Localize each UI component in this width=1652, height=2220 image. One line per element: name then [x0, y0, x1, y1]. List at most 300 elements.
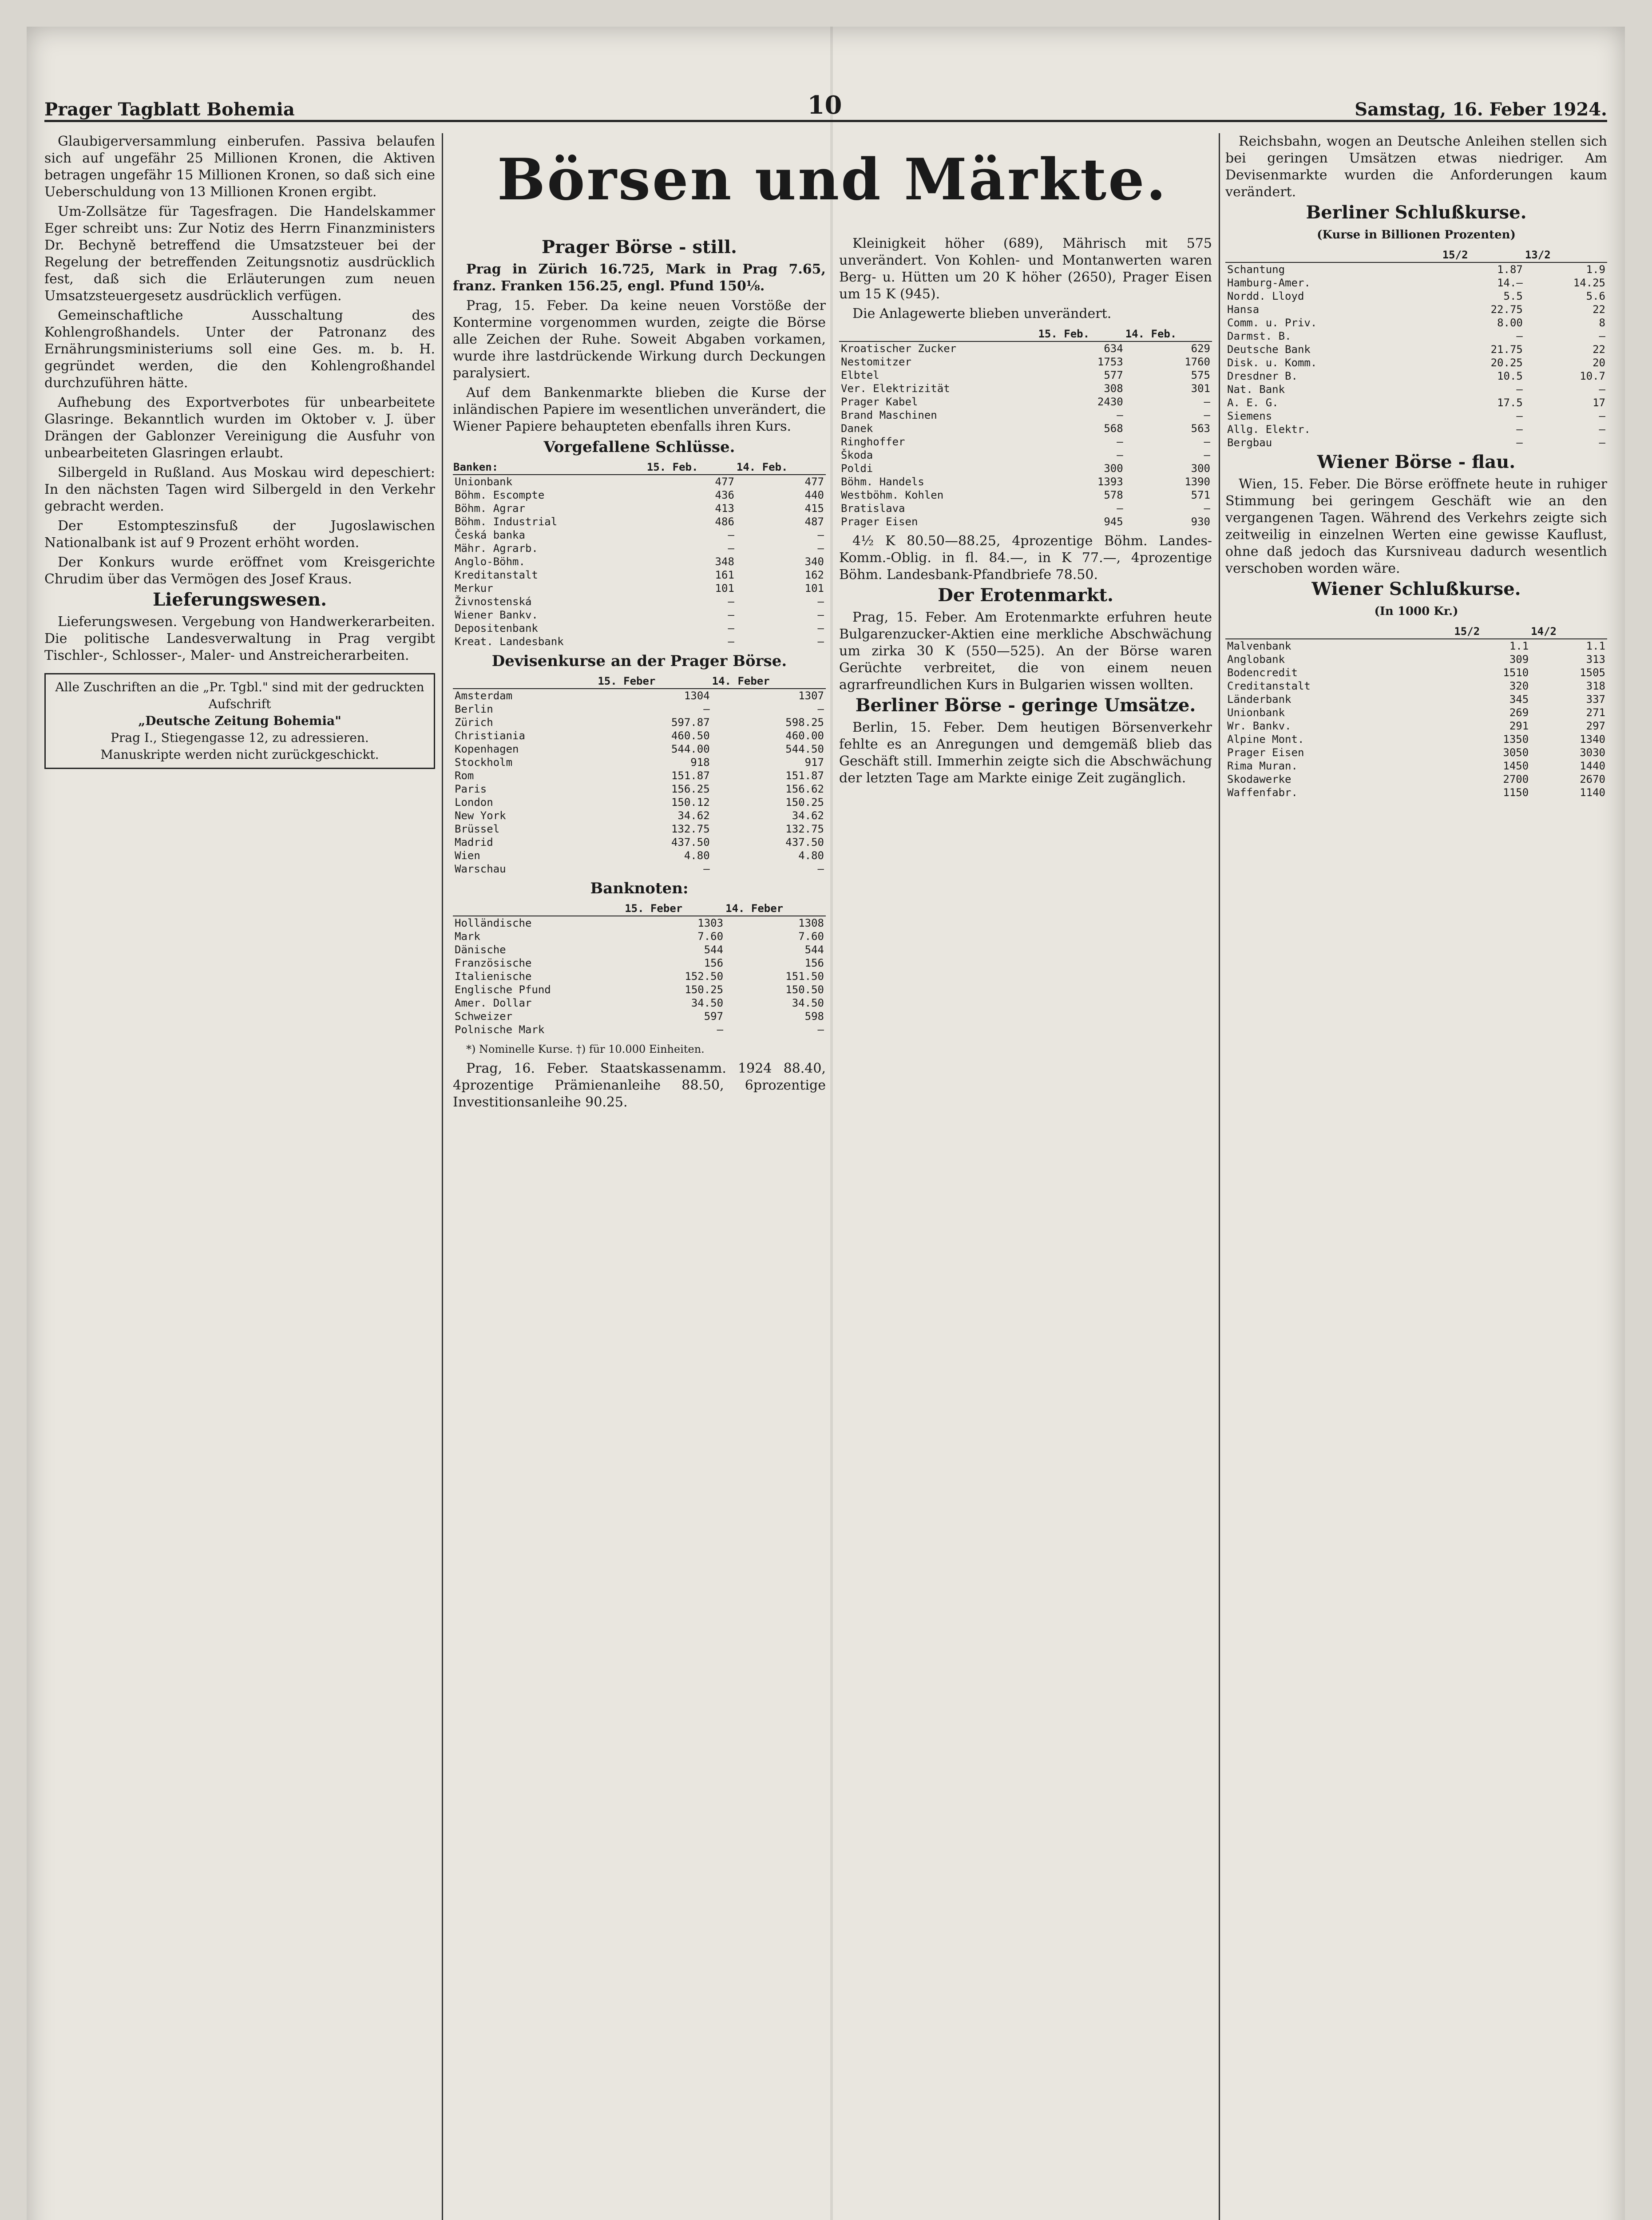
table-cell: 14.25 [1573, 277, 1605, 289]
table-cell: Hamburg-Amer. [1227, 277, 1311, 289]
table-cell: 440 [804, 489, 824, 501]
table-row [453, 515, 826, 528]
table-cell: Polnische Mark [455, 1023, 545, 1036]
table-cell: 460.50 [671, 729, 710, 742]
table-cell: 308 [1104, 382, 1123, 395]
table-cell: 437.50 [785, 836, 824, 848]
paragraph: Gemeinschaftliche Ausschaltung des Kohlengroßhandels. Unter der Patronanz des Ernährungsministeriums soll eine Ges. m. b. H. gegründet werden, die den Kohlengroßhandel durchzuführen hätte. [44, 308, 435, 391]
table-row [453, 756, 826, 769]
table-cell: Disk. u. Komm. [1227, 357, 1317, 369]
table-cell: 7.60 [798, 930, 824, 943]
table-cell: Christiania [455, 729, 525, 742]
table-cell: 1450 [1503, 760, 1529, 772]
subheading: Banknoten: [590, 880, 689, 897]
table-row [453, 702, 826, 716]
table-cell: 348 [715, 555, 734, 568]
table-row [1225, 303, 1607, 316]
table-cell: — [728, 595, 734, 608]
table-cell: 629 [1191, 342, 1210, 355]
exchange-table [453, 674, 826, 876]
table-row [453, 996, 826, 1010]
section-heading: Wiener Börse - flau. [1317, 452, 1516, 472]
table-row [453, 729, 826, 742]
table-cell: 577 [1104, 369, 1123, 381]
table-cell: 34.50 [691, 997, 724, 1009]
table-cell: 151.50 [785, 970, 824, 983]
table-cell: — [1599, 330, 1605, 342]
table-cell: Poldi [841, 462, 873, 475]
table-cell: 150.12 [671, 796, 710, 809]
table-cell: Brüssel [455, 823, 500, 835]
table-row [839, 475, 1212, 488]
table-row [1225, 383, 1607, 396]
table-cell: — [817, 542, 824, 555]
table-cell: Ver. Elektrizität [841, 382, 950, 395]
column-header: 15. Feb. [646, 460, 736, 475]
table-row [453, 822, 826, 836]
table-cell: 437.50 [671, 836, 710, 848]
table-cell: New York [455, 809, 506, 822]
banknote-table [453, 901, 826, 1036]
column-header: 15. Feber [597, 674, 711, 689]
table-cell: 161 [715, 569, 734, 581]
table-row [1225, 329, 1607, 343]
table-cell: Rima Muran. [1227, 760, 1298, 772]
table-cell: 34.62 [792, 809, 824, 822]
table-cell: — [1599, 410, 1605, 422]
table-row [453, 782, 826, 796]
table-cell: Skodawerke [1227, 773, 1291, 785]
table-cell: 271 [1586, 706, 1605, 719]
table-row [453, 983, 826, 996]
table-cell: 4.80 [798, 849, 824, 862]
column-header: 15. Feb. [1038, 327, 1125, 341]
table-cell: — [1117, 502, 1123, 515]
table-cell: 156 [804, 957, 824, 969]
table-cell: Mähr. Agrarb. [455, 542, 538, 555]
table-cell: — [1599, 436, 1605, 449]
table-cell: 415 [804, 502, 824, 515]
table-cell: Holländische [455, 917, 532, 929]
table-row [453, 956, 826, 970]
table-row [839, 462, 1212, 475]
table-row [1225, 409, 1607, 423]
table-cell: 22 [1593, 343, 1605, 356]
table-cell: Stockholm [455, 756, 513, 769]
table-row [1225, 653, 1607, 666]
table-cell: Deutsche Bank [1227, 343, 1311, 356]
table-cell: Böhm. Handels [841, 476, 924, 488]
table-cell: Berlin [455, 703, 493, 715]
table-cell: — [703, 703, 710, 715]
table-cell: Bergbau [1227, 436, 1272, 449]
table-cell: 568 [1104, 422, 1123, 435]
masthead-title: Prager Tagblatt Bohemia [44, 99, 295, 120]
table-cell: Malvenbank [1227, 640, 1291, 652]
table-row [1225, 786, 1607, 799]
table-cell: — [1204, 502, 1210, 515]
table-cell: 544.00 [671, 743, 710, 755]
table-cell: 132.75 [785, 823, 824, 835]
table-cell: 132.75 [671, 823, 710, 835]
column-header: 14. Feber [712, 674, 826, 689]
paragraph: Prag, 15. Feber. Da keine neuen Vorstöße der Kontermine vorgenommen wurden, zeigte die Börse alle Zeichen der Ruhe. Soweit Abgaben vorkamen, wurde ihre lastdrückende Wirkung durch Deckungen paralysiert. [453, 298, 826, 381]
column-2 [453, 235, 826, 2220]
table-row [453, 1010, 826, 1023]
table-row [839, 488, 1212, 502]
table-row [453, 769, 826, 782]
table-cell: Kroatischer Zucker [841, 342, 957, 355]
table-cell: 150.25 [685, 983, 724, 996]
table-row [1225, 423, 1607, 436]
column-header [453, 901, 624, 916]
table-cell: — [817, 1023, 824, 1036]
column-header [453, 674, 597, 689]
table-row [453, 742, 826, 756]
paragraph: Auf dem Bankenmarkte blieben die Kurse der inländischen Papiere im wesentlichen unverändert, die Wiener Papiere behaupteten ebenfalls ihren Kurs. [453, 385, 826, 434]
table-cell: 150.25 [785, 796, 824, 809]
column-header: 14. Feb. [1125, 327, 1212, 341]
table-cell: 2670 [1580, 773, 1605, 785]
table-cell: 291 [1509, 720, 1529, 732]
table-cell: — [817, 635, 824, 648]
table-cell: 1307 [798, 690, 824, 702]
table-cell: Prager Kabel [841, 396, 918, 408]
table-cell: Alpine Mont. [1227, 733, 1304, 745]
paragraph: Silbergeld in Rußland. Aus Moskau wird depeschiert: In den nächsten Tagen wird Silbergeld in den Verkehr gebracht werden. [44, 465, 435, 514]
table-cell: 156.25 [671, 783, 710, 795]
table-cell: Anglobank [1227, 653, 1285, 666]
table-cell: 313 [1586, 653, 1605, 666]
table-cell: Böhm. Agrar [455, 502, 525, 515]
table-cell: 162 [804, 569, 824, 581]
table-cell: 1340 [1580, 733, 1605, 745]
table-cell: Bodencredit [1227, 666, 1298, 679]
table-row [453, 528, 826, 542]
table-cell: — [1117, 409, 1123, 421]
table-cell: 1505 [1580, 666, 1605, 679]
table-cell: 150.50 [785, 983, 824, 996]
table-cell: 918 [690, 756, 710, 769]
table-cell: 7.60 [697, 930, 724, 943]
table-row [1225, 693, 1607, 706]
table-cell: Kreditanstalt [455, 569, 538, 581]
table-cell: 544.50 [785, 743, 824, 755]
table-row [1225, 746, 1607, 759]
table-cell: Paris [455, 783, 487, 795]
table-cell: Amsterdam [455, 690, 513, 702]
table-row [839, 435, 1212, 448]
table-cell: 575 [1191, 369, 1210, 381]
column-header: 14/2 [1530, 624, 1607, 639]
table-cell: Siemens [1227, 410, 1272, 422]
table-row [453, 542, 826, 555]
table-cell: 1753 [1097, 356, 1123, 368]
table-cell: Warschau [455, 863, 506, 875]
table-row [453, 635, 826, 648]
table-cell: 597.87 [671, 716, 710, 729]
table-cell: 156.62 [785, 783, 824, 795]
table-cell: Dänische [455, 944, 506, 956]
table-cell: — [1117, 436, 1123, 448]
table-row [1225, 679, 1607, 693]
table-cell: Nat. Bank [1227, 383, 1285, 396]
table-cell: Unionbank [455, 476, 513, 488]
table-cell: 487 [804, 515, 824, 528]
table-cell: 544 [704, 944, 724, 956]
table-cell: — [1516, 383, 1523, 396]
column-3 [839, 235, 1212, 2220]
table-row [1225, 773, 1607, 786]
table-note: *) Nominelle Kurse. †) für 10.000 Einheiten. [466, 1043, 705, 1055]
table-cell: 1304 [684, 690, 710, 702]
table-cell: Amer. Dollar [455, 997, 532, 1009]
table-row [453, 608, 826, 622]
stock-table [1225, 248, 1607, 449]
paragraph: Kleinigkeit höher (689), Mährisch mit 575 unverändert. Von Kohlen- und Montanwerten waren Berg- u. Hütten um 20 K höher (2650), Prager Eisen um 15 K (945). [839, 236, 1212, 302]
table-cell: 152.50 [685, 970, 724, 983]
table-row [1225, 759, 1607, 773]
table-row [453, 595, 826, 608]
table-cell: — [1516, 330, 1523, 342]
table-cell: 1.1 [1586, 640, 1605, 652]
table-cell: 301 [1191, 382, 1210, 395]
table-cell: 1510 [1503, 666, 1529, 679]
notice-line: Manuskripte werden nicht zurückgeschickt. [100, 747, 379, 762]
notice-box [44, 673, 435, 769]
table-cell: Länderbank [1227, 693, 1291, 706]
column-rule [442, 133, 443, 2220]
table-row [453, 796, 826, 809]
table-row [1225, 396, 1607, 409]
table-cell: 5.5 [1503, 290, 1523, 302]
table-cell: 930 [1191, 515, 1210, 528]
table-row [839, 395, 1212, 408]
table-cell: 477 [804, 476, 824, 488]
table-cell: 300 [1104, 462, 1123, 475]
table-row [1225, 666, 1607, 679]
table-cell: — [1599, 383, 1605, 396]
table-cell: 1350 [1503, 733, 1529, 745]
table-cell: Škoda [841, 449, 873, 461]
table-row [453, 502, 826, 515]
table-header-row [453, 460, 826, 475]
column-header: Banken: [453, 460, 646, 475]
table-cell: 2430 [1097, 396, 1123, 408]
table-cell: Kreat. Landesbank [455, 635, 564, 648]
table-cell: 5.6 [1586, 290, 1605, 302]
table-cell: 337 [1586, 693, 1605, 706]
table-cell: 1.1 [1509, 640, 1529, 652]
table-cell: — [1204, 449, 1210, 461]
stock-table [453, 460, 826, 648]
table-cell: Česká banka [455, 529, 525, 541]
table-row [453, 716, 826, 729]
table-cell: 4.80 [684, 849, 710, 862]
table-cell: 309 [1509, 653, 1529, 666]
table-cell: Brand Maschinen [841, 409, 937, 421]
table-row [839, 502, 1212, 515]
table-row [1225, 733, 1607, 746]
table-row [1225, 262, 1607, 276]
column-rule [1219, 133, 1220, 2220]
table-row [1225, 316, 1607, 329]
table-row [839, 448, 1212, 462]
table-cell: 151.87 [785, 769, 824, 782]
table-row [839, 515, 1212, 528]
table-cell: Darmst. B. [1227, 330, 1291, 342]
subheading: (Kurse in Billionen Prozenten) [1317, 228, 1516, 242]
column-header: 15. Feber [624, 901, 725, 916]
table-cell: 17 [1593, 396, 1605, 409]
table-cell: Dresdner B. [1227, 370, 1298, 382]
table-cell: Allg. Elektr. [1227, 423, 1311, 436]
table-row [839, 369, 1212, 382]
table-cell: 10.7 [1580, 370, 1605, 382]
table-cell: 20.25 [1490, 357, 1523, 369]
table-cell: Unionbank [1227, 706, 1285, 719]
table-cell: — [817, 595, 824, 608]
table-cell: 2700 [1503, 773, 1529, 785]
table-header-row [453, 674, 826, 689]
stock-table [1225, 624, 1607, 799]
table-cell: 156 [704, 957, 724, 969]
table-cell: 34.62 [677, 809, 710, 822]
table-cell: Depositenbank [455, 622, 538, 634]
paragraph: Aufhebung des Exportverbotes für unbearbeitete Glasringe. Bekanntlich wurden im Oktober v. J. über Drängen der Gablonzer Vereinigung die Ausfuhr von unbearbeiteten Glasringen erlaubt. [44, 395, 435, 461]
table-row [1225, 369, 1607, 383]
table-cell: 340 [804, 555, 824, 568]
section-heading: Berliner Schlußkurse. [1306, 202, 1527, 223]
table-cell: 486 [715, 515, 734, 528]
table-cell: Živnostenská [455, 595, 532, 608]
table-row [453, 916, 826, 930]
table-row [453, 555, 826, 568]
table-cell: Nestomitzer [841, 356, 911, 368]
table-cell: — [817, 622, 824, 634]
table-header-row [453, 901, 826, 916]
table-header-row [1225, 248, 1607, 262]
table-cell: Französische [455, 957, 532, 969]
table-cell: — [1117, 449, 1123, 461]
stock-table [839, 327, 1212, 528]
table-cell: 598 [804, 1010, 824, 1023]
table-cell: 22.75 [1490, 303, 1523, 316]
table-cell: 10.5 [1497, 370, 1523, 382]
table-cell: Madrid [455, 836, 493, 848]
table-row [453, 582, 826, 595]
table-cell: 1393 [1097, 476, 1123, 488]
table-cell: — [1516, 423, 1523, 436]
table-row [453, 622, 826, 635]
table-row [453, 862, 826, 876]
masthead [44, 93, 1607, 122]
table-row [453, 849, 826, 862]
table-row [453, 568, 826, 582]
table-cell: Wr. Bankv. [1227, 720, 1291, 732]
newspaper-page [27, 27, 1625, 2220]
table-cell: 8.00 [1497, 317, 1523, 329]
table-cell: A. E. G. [1227, 396, 1279, 409]
table-cell: Zürich [455, 716, 493, 729]
table-row [1225, 639, 1607, 653]
table-cell: 3030 [1580, 746, 1605, 759]
table-cell: 14.— [1497, 277, 1523, 289]
column-4 [1225, 133, 1607, 2220]
table-cell: 320 [1509, 680, 1529, 692]
table-cell: — [1516, 410, 1523, 422]
table-row [839, 422, 1212, 435]
column-header [1225, 248, 1442, 262]
table-row [839, 408, 1212, 422]
table-cell: — [717, 1023, 724, 1036]
table-cell: 1.87 [1497, 263, 1523, 276]
table-cell: 151.87 [671, 769, 710, 782]
table-cell: 1.9 [1586, 263, 1605, 276]
table-cell: 17.5 [1497, 396, 1523, 409]
table-cell: Prager Eisen [1227, 746, 1304, 759]
page-fold [830, 27, 833, 2220]
table-row [839, 382, 1212, 395]
paragraph: Glaubigerversammlung einberufen. Passiva belaufen sich auf ungefähr 25 Millionen Kronen, die Aktiven betragen ungefähr 15 Millionen Kronen, so daß sich eine Ueberschuldung von 13 Millionen Kronen ergibt. [44, 134, 435, 200]
table-cell: Prager Eisen [841, 515, 918, 528]
table-cell: 1440 [1580, 760, 1605, 772]
table-cell: Westböhm. Kohlen [841, 489, 944, 501]
table-cell: Kopenhagen [455, 743, 519, 755]
table-cell: — [1516, 436, 1523, 449]
paragraph: Prag, 16. Feber. Staatskassenamm. 1924 88.40, 4prozentige Prämienanleihe 88.50, 6prozentige Investitionsanleihe 90.25. [453, 1061, 826, 1110]
table-cell: 1390 [1185, 476, 1210, 488]
section-heading: Lieferungswesen. [152, 589, 327, 610]
table-cell: Schantung [1227, 263, 1285, 276]
table-row [453, 1023, 826, 1036]
table-cell: Bratislava [841, 502, 905, 515]
table-cell: 300 [1191, 462, 1210, 475]
table-cell: Rom [455, 769, 474, 782]
table-cell: 1150 [1503, 786, 1529, 799]
table-row [453, 475, 826, 488]
table-cell: 460.00 [785, 729, 824, 742]
subheading: Devisenkurse an der Prager Börse. [491, 652, 787, 670]
table-cell: Mark [455, 930, 480, 943]
table-row [1225, 343, 1607, 356]
table-cell: — [728, 529, 734, 541]
table-cell: 578 [1104, 489, 1123, 501]
table-cell: Böhm. Escompte [455, 489, 545, 501]
section-heading: Wiener Schlußkurse. [1311, 579, 1521, 599]
paragraph: Um-Zollsätze für Tagesfragen. Die Handelskammer Eger schreibt uns: Zur Notiz des Herrn Finanzministers Dr. Bechyně betreffend die Umsatzsteuer bei der Regelung der betreffenden Zeitungsnotiz ausdrücklich fest, daß sich die Erläuterungen zum neuen Umsatzsteuergesetz ausdrücklich verfügen. [44, 204, 435, 304]
table-row [453, 930, 826, 943]
masthead-date: Samstag, 16. Feber 1924. [1355, 99, 1607, 120]
table-row [839, 341, 1212, 355]
table-cell: 34.50 [792, 997, 824, 1009]
notice-line: Prag I., Stiegengasse 12, zu adressieren. [111, 730, 369, 745]
subheading: Vorgefallene Schlüsse. [543, 438, 735, 456]
table-cell: 945 [1104, 515, 1123, 528]
table-cell: Danek [841, 422, 873, 435]
subheading: (In 1000 Kr.) [1374, 605, 1458, 618]
table-cell: — [817, 609, 824, 621]
paragraph: Der Konkurs wurde eröffnet vom Kreisgerichte Chrudim über das Vermögen des Josef Kraus. [44, 555, 435, 587]
table-cell: Elbtel [841, 369, 879, 381]
table-cell: 413 [715, 502, 734, 515]
column-header: 13/2 [1525, 248, 1607, 262]
table-cell: — [1204, 396, 1210, 408]
table-cell: — [728, 609, 734, 621]
table-cell: Anglo-Böhm. [455, 555, 525, 568]
table-cell: 544 [804, 944, 824, 956]
table-cell: 8 [1599, 317, 1605, 329]
